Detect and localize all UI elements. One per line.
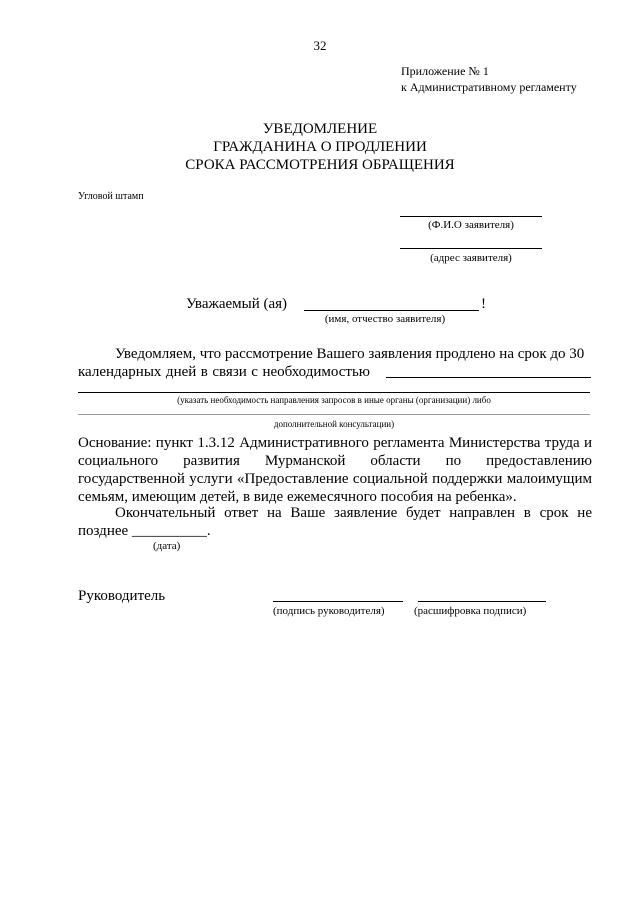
basis-line-4: семьям, имеющим детей, в виде ежемесячного пособия на ребенка». <box>78 489 517 505</box>
decode-caption: (расшифровка подписи) <box>414 605 527 617</box>
notice-line-2: календарных дней в связи с необходимостью <box>78 364 370 380</box>
fio-caption: (Ф.И.О заявителя) <box>428 219 514 231</box>
greeting-prefix: Уважаемый (ая) <box>186 296 288 312</box>
title-line-1: УВЕДОМЛЕНИЕ <box>262 121 378 137</box>
basis-line-3: государственной услуги «Предоставление социальной поддержки малоимущим <box>78 471 592 487</box>
address-caption: (адрес заявителя) <box>430 252 512 264</box>
basis-line-1: Основание: пункт 1.3.12 Административного регламента Министерства труда и <box>78 435 592 451</box>
annex-line-1: Приложение № 1 <box>401 64 489 78</box>
address-underline <box>400 248 542 249</box>
notice-caption-2: дополнительной консультации) <box>273 419 395 429</box>
notice-caption-1: (указать необходимость направления запросов в иные органы (организации) либо <box>177 395 491 405</box>
page-number: 32 <box>313 38 327 53</box>
final-answer-line-2: позднее __________. <box>78 523 211 539</box>
date-caption: (дата) <box>153 540 181 552</box>
greeting-suffix: ! <box>481 296 486 312</box>
document-title <box>0 120 640 174</box>
fio-underline <box>400 216 542 217</box>
greeting-underline <box>304 310 479 311</box>
annex-line-2: к Административному регламенту <box>401 80 577 94</box>
basis-line-2: социального развития Мурманской области по предоставлению <box>78 453 592 469</box>
title-line-3: СРОКА РАССМОТРЕНИЯ ОБРАЩЕНИЯ <box>185 157 455 173</box>
notice-second-underline <box>78 414 590 415</box>
stamp-label: Угловой штамп <box>78 191 144 202</box>
notice-line-1: Уведомляем, что рассмотрение Вашего заявления продлено на срок до 30 <box>115 346 585 362</box>
notice-necessity-underline <box>386 377 591 378</box>
notice-full-underline <box>78 392 590 393</box>
greeting-caption: (имя, отчество заявителя) <box>324 313 446 325</box>
final-answer-line-1: Окончательный ответ на Ваше заявление будет направлен в срок не <box>115 505 592 521</box>
title-line-2: ГРАЖДАНИНА О ПРОДЛЕНИИ <box>213 139 427 155</box>
annex-reference <box>401 63 577 95</box>
head-label: Руководитель <box>78 588 166 604</box>
signature-underline <box>273 601 403 602</box>
decode-underline <box>418 601 546 602</box>
sign-caption: (подпись руководителя) <box>273 605 385 617</box>
